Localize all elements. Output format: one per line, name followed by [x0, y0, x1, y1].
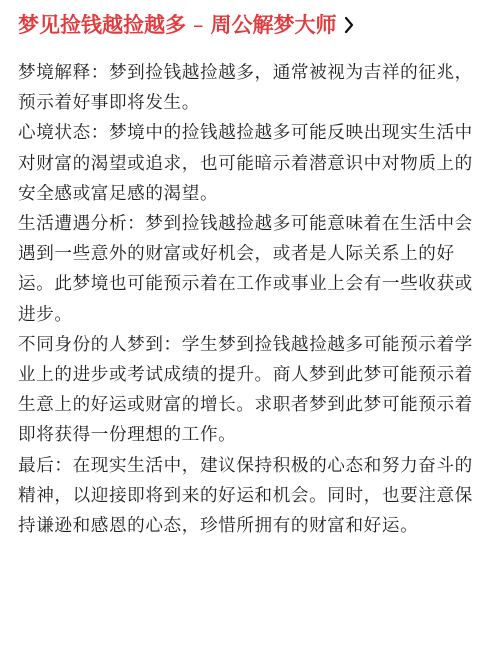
dream-content: [18, 58, 486, 541]
paragraph-life-analysis: [18, 209, 486, 330]
page-title: 梦见捡钱越捡越多: [18, 13, 186, 37]
paragraph-text: 学生梦到捡钱越捡越多可能预示着学业上的进步或考试成绩的提升。商人梦到此梦可能预示着生意上的好运或财富的增长。求职者梦到此梦可能预示着即将获得一份理想的工作。: [18, 334, 473, 446]
paragraph-text: 梦到捡钱越捡越多，通常被视为吉祥的征兆，预示着好事即将发生。: [18, 63, 473, 114]
paragraph-text: 梦到捡钱越捡越多可能意味着在生活中会遇到一些意外的财富或好机会，或者是人际关系上的好运。此梦境也可能预示着在工作或事业上会有一些收获或进步。: [18, 214, 473, 325]
card-header-link[interactable]: [18, 8, 484, 42]
title-separator: –: [193, 13, 204, 37]
paragraph-text: 梦境中的捡钱越捡越多可能反映出现实生活中对财富的渴望或追求，也可能暗示着潜意识中对物质上的安全感或富足感的渴望。: [18, 123, 473, 204]
paragraph-label: 生活遭遇分析：: [18, 214, 146, 235]
source-name: 周公解梦大师: [210, 13, 337, 37]
paragraph-label: 最后：: [18, 455, 73, 476]
paragraph-mind-state: [18, 118, 486, 209]
paragraph-final-advice: [18, 451, 486, 542]
paragraph-label: 不同身份的人梦到：: [18, 334, 182, 355]
paragraph-label: 心境状态：: [18, 123, 109, 144]
paragraph-text: 在现实生活中，建议保持积极的心态和努力奋斗的精神，以迎接即将到来的好运和机会。同时，也要注意保持谦逊和感恩的心态，珍惜所拥有的财富和好运。: [18, 455, 473, 537]
paragraph-different-identities: [18, 330, 486, 451]
paragraph-label: 梦境解释：: [18, 63, 109, 83]
paragraph-dream-explanation: [18, 58, 486, 118]
chevron-right-icon: [343, 8, 361, 42]
